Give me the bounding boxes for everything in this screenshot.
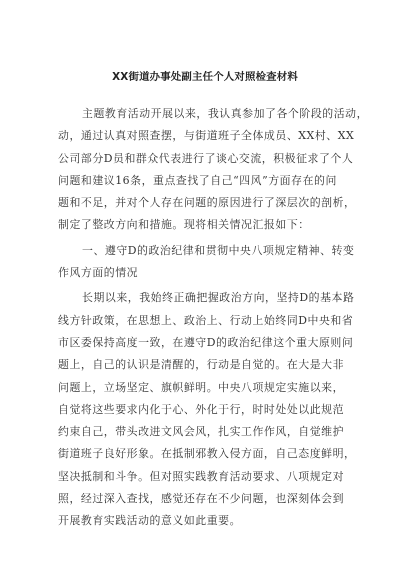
text-line: 问题和建议16条，重点查找了自己“四风”方面存在的问: [58, 173, 337, 187]
text-line: 作风方面的情况: [58, 266, 139, 280]
document-title: XX街道办事处副主任个人对照检查材料: [112, 71, 298, 83]
text-line: 线方针政策，在思想上、政治上、行动上始终同D中央和省: [58, 313, 354, 327]
paragraph-body: [58, 287, 356, 532]
text-line: 坚决抵制和斗争。但对照实践教育活动要求、八项规定对: [58, 469, 345, 483]
text-line: 题和不足，并对个人存在问题的原因进行了深层次的剖析，: [58, 196, 356, 210]
text-line: 开展教育实践活动的意义如此重要。: [58, 514, 242, 528]
text-line: 题上，自己的认识是清醒的，行动是自觉的。在大是大非: [58, 358, 345, 372]
paragraph-intro: [58, 103, 369, 237]
text-line: 主题教育活动开展以来，我认真参加了各个阶段的活动，: [82, 107, 369, 120]
text-line: 照，经过深入查找，感觉还存在不少问题，也深刻体会到: [58, 492, 345, 506]
text-line: 制定了整改方向和措施。现将相关情况汇报如下：: [58, 218, 310, 232]
text-line: 公司部分D员和群众代表进行了谈心交流，积极征求了个人: [58, 151, 354, 165]
text-line: 一、遵守D的政治纪律和贯彻中央八项规定精神、转变: [82, 243, 355, 257]
text-line: 自觉将这些要求内化于心、外化于行，时时处处以此规范: [58, 402, 345, 416]
text-line: 长期以来，我始终正确把握政治方向，坚持D的基本路: [82, 291, 355, 305]
text-line: 街道班子良好形象。在抵制邪教入侵方面，自己态度鲜明，: [58, 447, 356, 461]
text-line: 动，通过认真对照查摆，与街道班子全体成员、XX村、XX: [58, 129, 355, 143]
section-heading: [58, 240, 355, 285]
text-line: 问题上，立场坚定、旗帜鲜明。中央八项规定实施以来，: [58, 380, 345, 394]
text-line: 约束自己，带头改进文风会风，扎实工作作风，自觉维护: [58, 425, 345, 439]
text-line: 市区委保持高度一致，在遵守D的政治纪律这个重大原则问: [58, 335, 354, 349]
